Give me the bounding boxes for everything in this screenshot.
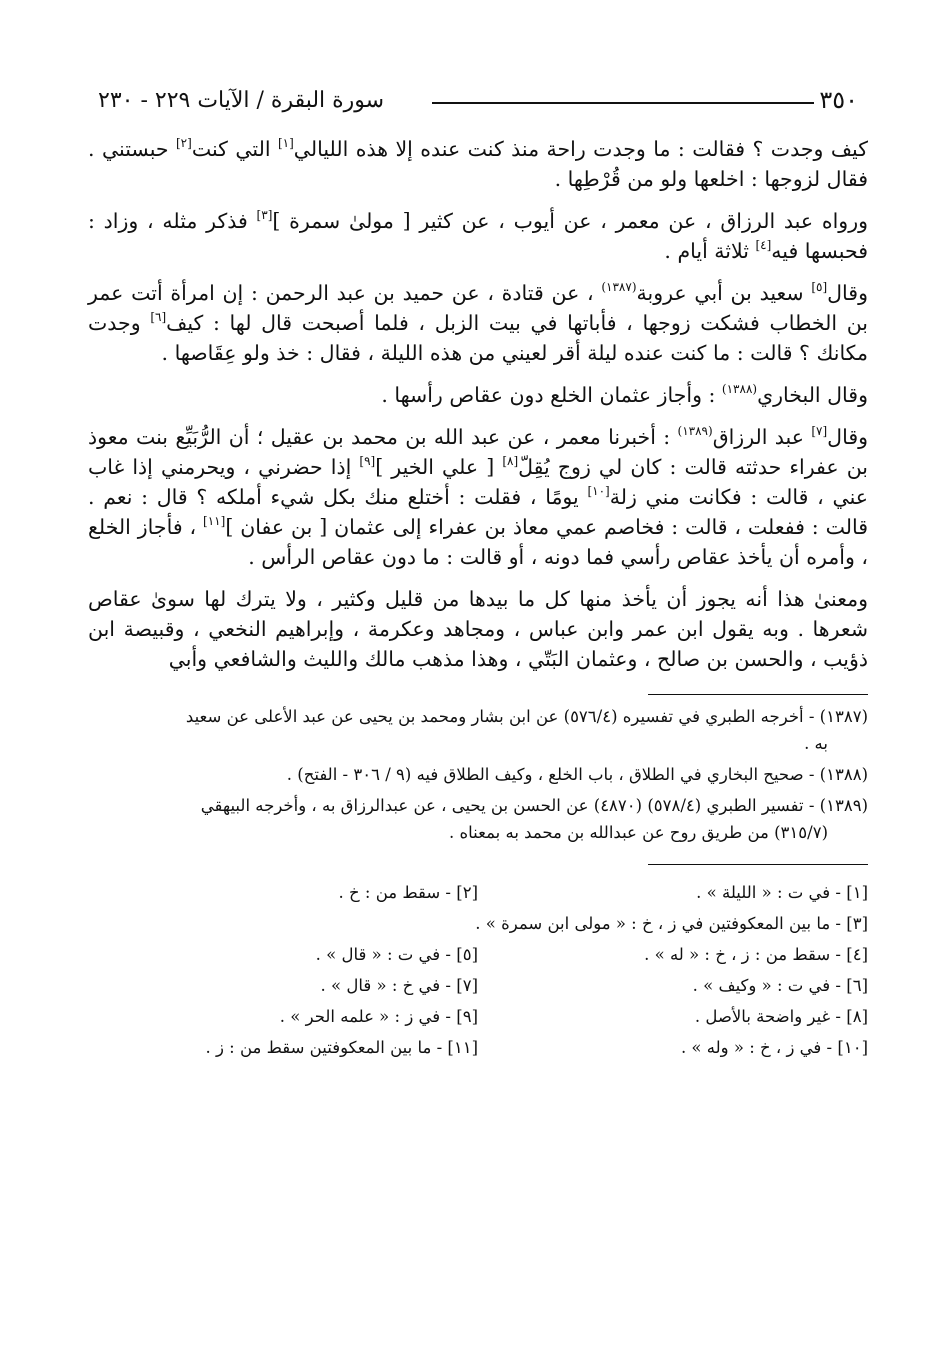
paragraph-text: ، فأجاز الخلع ، وأمره أن يأخذ عقاص رأسي فما دونه ، أو قالت : ما دون عقاص الرأس . (88, 515, 868, 569)
variants-separator (648, 864, 868, 865)
variant-row (88, 1001, 868, 1032)
variant-note-marker: [٥] (811, 280, 828, 294)
paragraph-3 (88, 278, 868, 368)
paragraph-text: وقال البخاري (757, 383, 868, 407)
paragraph-text: وجدت مكانك ؟ قالت : ما كنت عنده ليلة أقر لعيني من هذه الليلة ، فقال : خذ ولو عِقَاصها . (88, 311, 868, 365)
paragraph-6 (88, 584, 868, 674)
paragraph-text: سعيد بن أبي عروبة (636, 281, 812, 305)
source-note-marker: (١٣٨٨) (721, 382, 758, 396)
running-title: سورة البقرة / الآيات ٢٢٩ - ٢٣٠ (98, 88, 385, 113)
source-footnote-line: (١٣٨٨) - صحيح البخاري في الطلاق ، باب الخلع ، وكيف الطلاق فيه (٩ / ٣٠٦ - الفتح) . (286, 765, 868, 784)
main-text (88, 134, 868, 674)
source-note-marker: (١٣٨٧) (601, 280, 637, 294)
paragraph-text: ومعنىٰ هذا أنه يجوز أن يأخذ منها كل ما بيدها من قليل وكثير ، ولا يترك لها سوىٰ عقاص شعرها . وبه يقول ابن عمر وابن عباس ، ومجاهد وعكرمة ، وإبراهيم النخعي ، وقبيصة ابن ذؤيب ، والحسن بن صالح ، وعثمان البَتّي ، وهذا مذهب مالك والليث والشافعي وأبي (88, 587, 868, 671)
paragraph-text: ، عن قتادة ، عن حميد بن عبد الرحمن : إن امرأة أتت عمر بن الخطاب فشكت زوجها ، فأباتها في بيت الزبل ، فلما أصبحت قال لها : كيف (88, 281, 869, 335)
source-footnote-line: به . (804, 734, 828, 753)
paragraph-text: وقال (827, 425, 869, 449)
variant-note-5: [٥] - في ت : « قال » . (315, 945, 478, 964)
paragraph-text: التي كنت (191, 137, 278, 161)
source-footnotes (88, 703, 868, 846)
paragraph-text: حبستني . فقال لزوجها : اخلعها ولو من قُرْطِها . (88, 137, 868, 191)
paragraph-text: عبد الرزاق (712, 425, 812, 449)
source-footnote-1388 (88, 761, 868, 788)
variant-row (88, 877, 868, 908)
variant-note-marker: [٦] (150, 310, 167, 324)
paragraph-text: : وأجاز عثمان الخلع دون عقاص رأسها . (381, 383, 722, 407)
variant-row (88, 939, 868, 970)
page-header (88, 82, 868, 120)
source-note-marker: (١٣٨٩) (677, 424, 713, 438)
source-footnote-line: (٣١٥/٧) من طريق روح عن عبدالله بن محمد به بمعناه . (449, 823, 828, 842)
paragraph-text: فذكر مثله ، وزاد : فحبسها فيه (88, 209, 868, 263)
variant-note-marker: [١٠] (587, 484, 610, 498)
variant-note-9: [٩] - في ز : « علمه الحر » . (279, 1007, 478, 1026)
paragraph-text: كيف وجدت ؟ فقالت : ما وجدت راحة منذ كنت عنده إلا هذه الليالي (293, 137, 868, 161)
variant-note-4: [٤] - سقط من : ز ، خ : « له » . (644, 945, 868, 964)
paragraph-text: ورواه عبد الرزاق ، عن معمر ، عن أيوب ، عن كثير [ مولىٰ سمرة ] (272, 209, 868, 233)
paragraph-text: [ علي الخير ] (375, 455, 503, 479)
source-footnote-1389 (88, 792, 868, 846)
book-page (88, 82, 868, 1063)
variant-note-6: [٦] - في ت : « وكيف » . (692, 976, 868, 995)
variant-row (88, 908, 868, 939)
paragraph-1 (88, 134, 868, 194)
variant-note-marker: [١١] (203, 514, 226, 528)
variant-note-2: [٢] - سقط من : خ . (338, 883, 478, 902)
variant-note-marker: [٤] (755, 238, 772, 252)
page-number: ٣٥٠ (819, 86, 858, 114)
variant-note-marker: [٩] (359, 454, 376, 468)
variant-row (88, 1032, 868, 1063)
variant-note-7: [٧] - في خ : « قال » . (320, 976, 478, 995)
paragraph-text: وقال (827, 281, 868, 305)
variant-note-marker: [٢] (175, 136, 192, 150)
paragraph-text: : أخبرنا معمر ، عن عبد الله بن محمد بن عقيل ؛ أن الرُّبَيِّع بنت معوذ بن عفراء حدثته قالت : كان لي زوج يُقِلّ (88, 425, 869, 479)
variant-note-marker: [١] (277, 136, 294, 150)
paragraph-2 (88, 206, 868, 266)
source-footnote-1387 (88, 703, 868, 757)
footnote-separator (648, 694, 868, 695)
variant-note-8: [٨] - غير واضحة بالأصل . (694, 1007, 868, 1026)
paragraph-text: ثلاثة أيام . (664, 239, 756, 263)
variant-note-3: [٣] - ما بين المعكوفتين في ز ، خ : « مولى ابن سمرة » . (475, 914, 868, 933)
header-rule (432, 102, 814, 104)
paragraph-4 (88, 380, 868, 410)
variant-notes (88, 877, 868, 1063)
source-footnote-line: (١٣٨٧) - أخرجه الطبري في تفسيره (٥٧٦/٤) عن ابن بشار ومحمد بن يحيى عن عبد الأعلى عن سعيد (185, 707, 868, 726)
variant-note-marker: [٣] (256, 208, 273, 222)
source-footnote-line: (١٣٨٩) - تفسير الطبري (٥٧٨/٤) (٤٨٧٠) عن الحسن بن يحيى ، عن عبدالرزاق به ، وأخرجه البيهقي (200, 796, 868, 815)
variant-note-10: [١٠] - في ز ، خ : « وله » . (680, 1038, 868, 1057)
variant-note-marker: [٧] (811, 424, 828, 438)
variant-note-marker: [٨] (502, 454, 519, 468)
variant-note-1: [١] - في ت : « الليلة » . (696, 883, 868, 902)
paragraph-5 (88, 422, 868, 572)
paragraph-text: إذا حضرني ، ويحرمني إذا غاب عني ، قالت : فكانت مني زلة (88, 455, 868, 509)
variant-row (88, 970, 868, 1001)
variant-note-11: [١١] - ما بين المعكوفتين سقط من : ز . (205, 1038, 478, 1057)
paragraph-text: يومًا ، فقلت : أختلع منك بكل شيء أملكه ؟ قال : نعم . قالت : ففعلت ، قالت : فخاصم عمي معاذ بن عفراء إلى عثمان [ بن عفان ] (88, 485, 868, 539)
